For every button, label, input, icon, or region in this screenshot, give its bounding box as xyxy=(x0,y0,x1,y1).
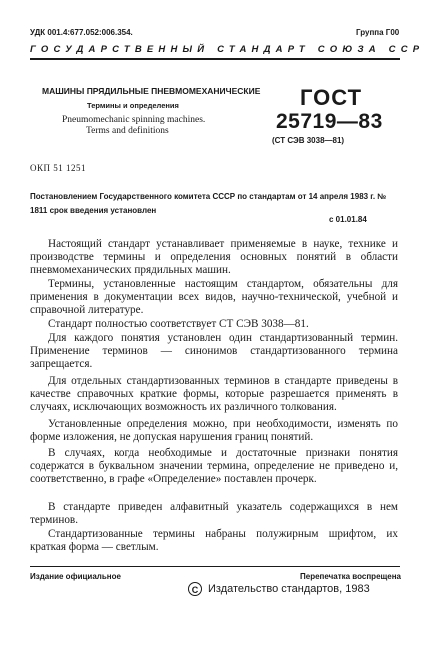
udk-code: УДК 001.4:677.052:006.354. xyxy=(30,28,133,37)
document-title-en: Pneumomechanic spinning machines. xyxy=(62,115,206,125)
reprint-forbidden-label: Перепечатка воспрещена xyxy=(300,572,401,581)
copyright-icon: С xyxy=(188,582,202,596)
body-paragraph-1: Настоящий стандарт устанавливает применяемые в науке, технике и производстве термины и определения основных понятий в области пневмомеханических прядильных машин. xyxy=(30,238,398,277)
banner-divider xyxy=(30,58,400,60)
body-paragraph-6: Установленные определения можно, при необходимости, изменять по форме изложения, не допуская нарушения границ понятий. xyxy=(30,418,398,444)
body-paragraph-9: Стандартизованные термины набраны полужирным шрифтом, их краткая форма — светлым. xyxy=(30,528,398,554)
okp-code: ОКП 51 1251 xyxy=(30,163,87,173)
copyright-line xyxy=(188,582,370,596)
group-code: Группа Г00 xyxy=(356,28,400,37)
body-paragraph-4: Для каждого понятия установлен один стандартизованный термин. Применение терминов — синонимов стандартизованного термина запрещается. xyxy=(30,332,398,371)
state-standard-banner: ГОСУДАРСТВЕННЫЙ СТАНДАРТ СОЮЗА ССР xyxy=(30,44,425,55)
document-subtitle-en: Terms and definitions xyxy=(86,126,169,136)
gost-number: 25719—83 xyxy=(276,110,383,133)
document-subtitle-ru: Термины и определения xyxy=(87,101,179,110)
effective-date: с 01.01.84 xyxy=(329,215,367,224)
gost-label: ГОСТ xyxy=(300,85,363,110)
official-edition-label: Издание официальное xyxy=(30,572,121,581)
footer-divider xyxy=(30,566,400,567)
st-sev-reference: (СТ СЭВ 3038—81) xyxy=(272,136,345,145)
body-paragraph-2: Термины, установленные настоящим стандартом, обязательны для применения в документации всех видов, научно-технической, учебной и справочной литературе. xyxy=(30,278,398,317)
body-paragraph-3: Стандарт полностью соответствует СТ СЭВ 3038—81. xyxy=(48,318,309,330)
body-paragraph-8: В стандарте приведен алфавитный указатель содержащихся в нем терминов. xyxy=(30,501,398,527)
body-paragraph-7: В случаях, когда необходимые и достаточные признаки понятия содержатся в буквальном значении термина, определение не приведено и, соответственно, в графе «Определение» поставлен прочерк. xyxy=(30,447,398,486)
document-title-ru: МАШИНЫ ПРЯДИЛЬНЫЕ ПНЕВМОМЕХАНИЧЕСКИЕ xyxy=(42,86,261,96)
publisher-text: Издательство стандартов, 1983 xyxy=(208,583,370,595)
body-paragraph-5: Для отдельных стандартизованных терминов в стандарте приведены в качестве справочных краткие формы, которые разрешается применять в случаях, исключающих возможность их различного толкования. xyxy=(30,375,398,414)
decree-text: Постановлением Государственного комитета СССР по стандартам от 14 апреля 1983 г. № 1811 срок введения установлен xyxy=(30,192,387,215)
